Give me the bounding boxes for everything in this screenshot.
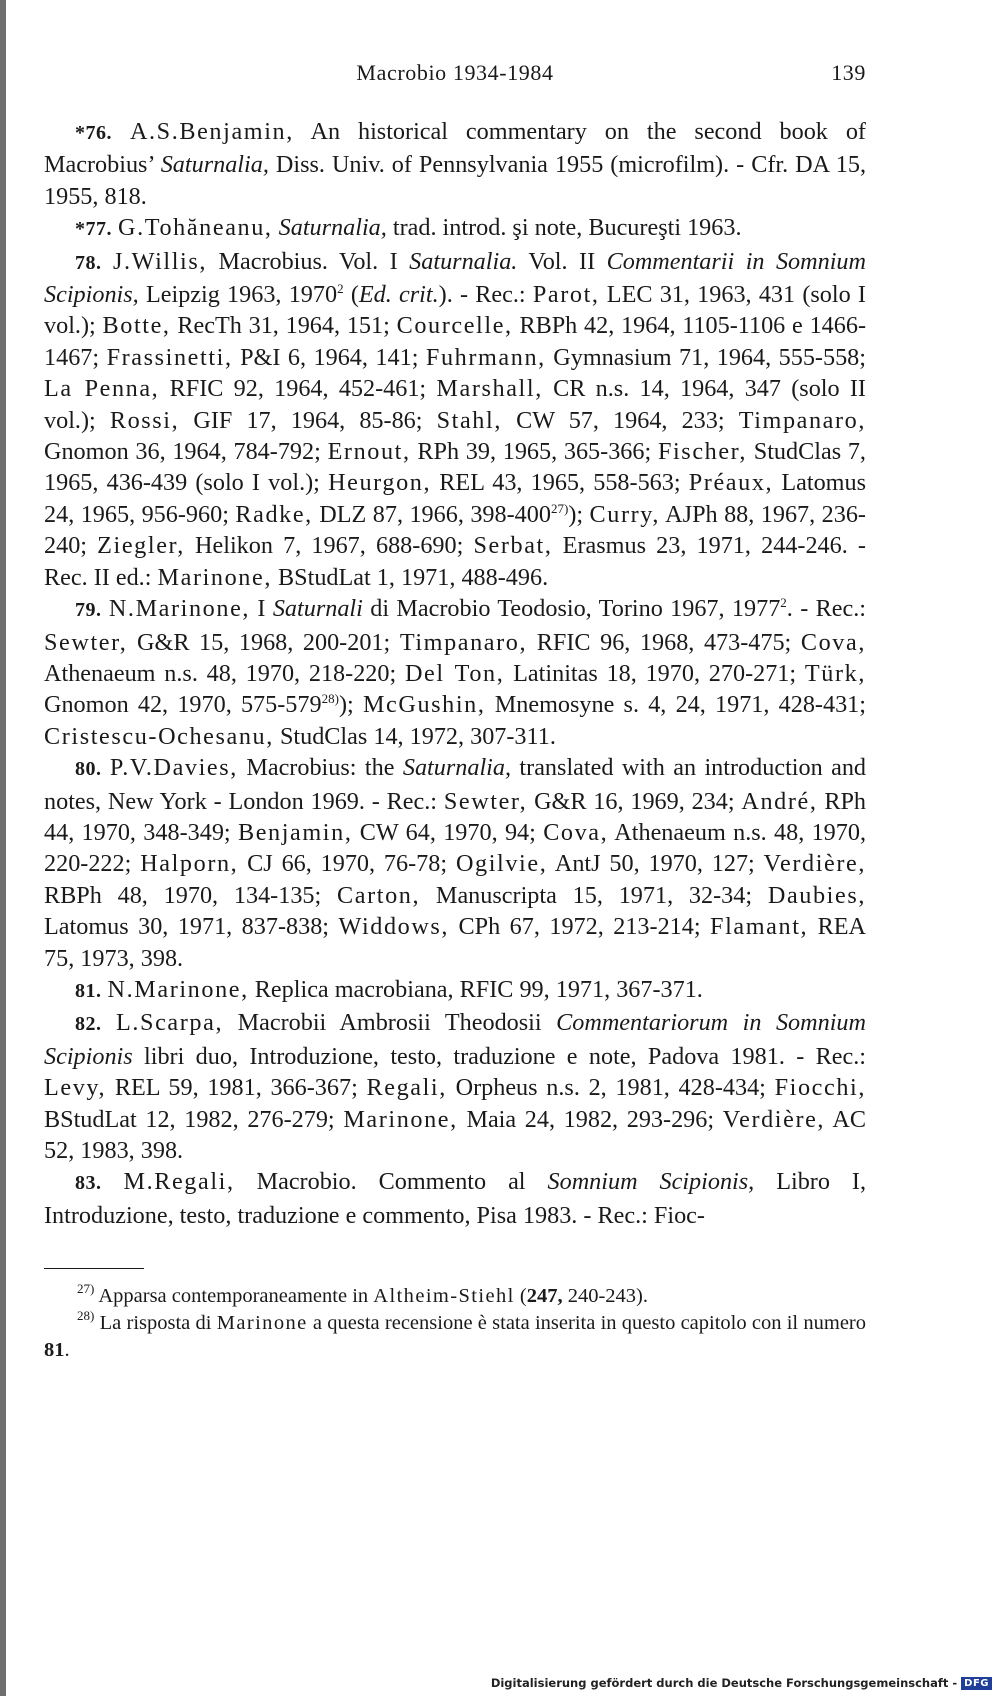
text-run: . - Rec.: [786, 595, 866, 623]
text-run: CR n.s. 14, 1964, 347 (solo II vol.); [44, 375, 866, 434]
footnote-marker: 27) [77, 1281, 95, 1297]
entry-number: 79. [75, 599, 102, 622]
page-number: 139 [831, 60, 866, 85]
reviewer-name: Cristescu-Ochesanu, [44, 722, 274, 750]
text-run: libri duo, Introduzione, testo, traduzione e note, Padova 1981. - Rec.: [132, 1042, 866, 1070]
text-run: Maia 24, 1982, 293-296; [457, 1105, 723, 1133]
text-run: Macrobius. Vol. I [207, 247, 410, 275]
scan-edge [0, 0, 6, 1696]
reviewer-name: Fiocchi, [774, 1074, 867, 1102]
reviewer-name: Timpanaro, [399, 628, 528, 656]
text-run: Diss. Univ. of Pennsylvania 1955 (microfilm). - Cfr. DA 15, 1955, 818. [44, 151, 866, 210]
reviewer-name: Halporn, [140, 850, 239, 878]
text-run: An historical commentary on the second book of Macrobius’ [44, 118, 866, 179]
text-run: Gymnasium 71, 1964, 555-558; [545, 343, 866, 371]
reviewer-name: Parot, [532, 281, 600, 309]
text-run: translated with an introduction and notes, New York - London 1969. - Rec.: [44, 754, 867, 815]
text-run: RPh 39, 1965, 365-366; [410, 438, 658, 466]
digitization-footer [491, 1676, 992, 1690]
bibliography-entries [44, 116, 866, 1231]
text-run: Athenaeum n.s. 48, 1970, 220-222; [44, 818, 866, 878]
reviewer-name: Cova, [800, 628, 866, 656]
bibliography-entry [44, 246, 866, 593]
text-run: Latomus 24, 1965, 956-960; [44, 469, 866, 528]
text-run: ); [568, 500, 590, 528]
reviewer-name: McGushin, [362, 691, 486, 719]
entry-author: A.S.Benjamin, [129, 118, 294, 145]
reviewer-name: Frassinetti, [106, 343, 233, 371]
reviewer-name: Marshall, [436, 375, 543, 403]
text-run: RFIC 96, 1968, 473-475; [527, 628, 801, 656]
superscript: 27) [550, 500, 569, 516]
text-run: 240-243). [562, 1285, 648, 1308]
italic-title: Saturnalia, [402, 754, 512, 782]
reviewer-name: Cova, [543, 818, 609, 846]
reviewer-name: Türk, [804, 659, 866, 687]
reviewer-name: André, [741, 787, 818, 815]
text-run: ( [514, 1285, 527, 1308]
reviewer-name: Timpanaro, [738, 406, 867, 434]
bibliography-entry [44, 1007, 866, 1166]
text-run: Gnomon 42, 1970, 575-579 [44, 691, 322, 719]
text-run: Leipzig 1963, 1970 [138, 281, 338, 309]
text-run: Orpheus n.s. 2, 1981, 428-434; [446, 1074, 775, 1102]
entry-number: 78. [75, 251, 102, 274]
entry-author: J.Willis, [112, 247, 208, 275]
text-run: trad. introd. şi note, Bucureşti 1963. [386, 214, 742, 242]
text-run: I [250, 595, 273, 623]
text-run: GIF 17, 1964, 85-86; [179, 406, 437, 434]
entry-author: N.Marinone, [107, 975, 249, 1003]
footnote [44, 1283, 866, 1310]
text-run: Athenaeum n.s. 48, 1970, 218-220; [44, 659, 405, 687]
text-run: REL 43, 1965, 558-563; [431, 469, 689, 497]
entry-author: M.Regali, [123, 1168, 235, 1196]
text-run: LEC 31, 1963, 431 (solo I vol.); [44, 281, 866, 340]
text-run: CPh 67, 1972, 213-214; [449, 913, 711, 941]
italic-title: Saturnalia, [160, 151, 269, 179]
italic-title: Saturnali [272, 595, 363, 623]
reviewer-name: Regali, [366, 1074, 447, 1102]
text-run: Erasmus 23, 1971, 244-246. - Rec. II ed.: [44, 532, 866, 591]
italic-title: Ed. crit. [358, 281, 439, 309]
text-run: di Macrobio Teodosio, Torino 1967, 1977 [362, 595, 781, 623]
italic-title: Commentarii in Somnium Scipionis, [44, 247, 866, 309]
text-run: REL 59, 1981, 366-367; [106, 1074, 367, 1102]
text-run: G&R 15, 1968, 200-201; [127, 628, 400, 656]
text-run: BStudLat 1, 1971, 488-496. [271, 563, 549, 591]
text-run: ); [338, 691, 363, 719]
text-run: Macrobii Ambrosii Theodosii [223, 1009, 557, 1037]
superscript: 2 [337, 281, 344, 297]
reviewer-name: Curry, [589, 500, 661, 528]
text-run: Gnomon 36, 1964, 784-792; [44, 438, 328, 466]
bibliography-entry [44, 1166, 866, 1231]
text-run: Libro I, Introduzione, testo, traduzione e commento, Pisa 1983. - Rec.: Fioc- [44, 1168, 866, 1229]
running-head [44, 60, 866, 96]
text-run: RFIC 92, 1964, 452-461; [159, 375, 437, 403]
text-run: RPh 44, 1970, 348-349; [44, 787, 866, 846]
text-run: Manuscripta 15, 1971, 32-34; [420, 881, 768, 909]
reviewer-name: Radke, [235, 500, 313, 528]
document-page [44, 60, 866, 1364]
text-run: Mnemosyne s. 4, 24, 1971, 428-431; [485, 691, 866, 719]
entry-author: G.Tohăneanu, [118, 214, 273, 242]
text-run: Macrobio. Commento al [234, 1168, 548, 1196]
superscript: 2 [780, 595, 787, 611]
text-run: Latomus 30, 1971, 837-838; [44, 913, 339, 941]
text-run: StudClas 14, 1972, 307-311. [273, 722, 556, 750]
text-run: RecTh 31, 1964, 151; [170, 312, 397, 340]
entry-number: 83. [75, 1172, 102, 1195]
reviewer-name: Fischer, [657, 438, 748, 466]
entry-author: L.Scarpa, [116, 1009, 224, 1037]
reviewer-name: Levy, [44, 1074, 107, 1102]
reviewer-name: Rossi, [109, 406, 180, 434]
superscript: 28) [321, 691, 339, 707]
reviewer-name: Verdière, [722, 1105, 826, 1133]
text-run: Latinitas 18, 1970, 270-271; [504, 659, 805, 687]
reviewer-name: Sewter, [44, 628, 128, 656]
dfg-logo: DFG [961, 1677, 992, 1690]
reviewer-name: Daubies, [767, 881, 866, 909]
italic-title: Somnium Scipionis, [547, 1168, 755, 1196]
reviewer-name: Serbat, [473, 532, 553, 560]
reviewer-name: Ogilvie, [455, 850, 548, 878]
text-run: CJ 66, 1970, 76-78; [238, 850, 456, 878]
bibliography-entry [44, 593, 866, 752]
text-run: AntJ 50, 1970, 127; [547, 850, 764, 878]
reviewer-name: Carton, [337, 881, 421, 909]
reviewer-name: Préaux, [688, 469, 774, 497]
reviewer-name: Ernout, [327, 438, 411, 466]
text-run: BStudLat 12, 1982, 276-279; [44, 1105, 344, 1133]
running-title: Macrobio 1934-1984 [356, 60, 554, 85]
text-run: REA 75, 1973, 398. [44, 913, 867, 972]
text-run: La risposta di [94, 1312, 217, 1335]
reviewer-name: Fuhrmann, [425, 343, 546, 371]
bibliography-entry [44, 752, 866, 974]
italic-title: Commentariorum in Somnium Scipionis [44, 1009, 866, 1070]
reviewer-name: Heurgon, [328, 469, 432, 497]
bibliography-entry [44, 974, 866, 1007]
text-run: AC 52, 1983, 398. [44, 1105, 867, 1164]
reviewer-name: Ziegler, [97, 532, 185, 560]
entry-author: P.V.Davies, [109, 754, 238, 782]
entry-number: 80. [75, 758, 102, 781]
footnote-rule [44, 1268, 144, 1269]
bibliography-entry [44, 116, 866, 212]
reviewer-name: Benjamin, [237, 818, 353, 846]
bibliography-entry [44, 212, 866, 245]
reviewer-name: Sewter, [443, 787, 528, 815]
text-run: a questa recensione è stata inserita in questo capitolo con il numero [307, 1312, 867, 1335]
text-run: AJPh 88, 1967, 236-240; [44, 500, 866, 560]
entry-number: *76. [75, 122, 112, 144]
text-run: G&R 16, 1969, 234; [527, 787, 742, 815]
text-run: RBPh 42, 1964, 1105-1106 e 1466-1467; [44, 312, 866, 371]
text-run: Macrobius: the [237, 754, 403, 782]
reviewer-name: Flamant, [710, 913, 809, 941]
entry-author: N.Marinone, [108, 595, 251, 623]
reviewer-name: Botte, [102, 312, 171, 340]
bold-reference: 81 [44, 1339, 65, 1362]
footnote [44, 1310, 866, 1364]
reviewer-name: Courcelle, [396, 312, 513, 340]
text-run: CW 57, 1964, 233; [501, 406, 739, 434]
reviewer-name: Del Ton, [404, 659, 505, 687]
reviewer-name: La Penna, [44, 375, 160, 403]
reviewer-name: Verdière, [763, 850, 866, 878]
footnote-marker: 28) [77, 1308, 95, 1324]
entry-number: 81. [75, 979, 102, 1002]
reviewer-name: Marinone, [343, 1105, 458, 1133]
text-run: StudClas 7, 1965, 436-439 (solo I vol.); [44, 438, 866, 497]
text-run: P&I 6, 1964, 141; [232, 343, 426, 371]
text-run: RBPh 48, 1970, 134-135; [44, 881, 338, 909]
reviewer-name: Widdows, [338, 913, 450, 941]
text-run: Vol. II [517, 247, 607, 275]
text-run: DLZ 87, 1966, 398-400 [312, 500, 551, 528]
text-run: Helikon 7, 1967, 688-690; [184, 532, 474, 560]
text-run: Apparsa contemporaneamente in [94, 1285, 374, 1308]
reviewer-name: Marinone, [157, 563, 272, 591]
reviewer-name: Stahl, [436, 406, 502, 434]
italic-title: Saturnalia, [278, 214, 387, 242]
italic-title: Saturnalia. [409, 247, 518, 275]
text-run: Replica macrobiana, RFIC 99, 1971, 367-371. [248, 975, 703, 1003]
text-run: . [64, 1339, 70, 1362]
entry-number: 82. [75, 1013, 102, 1036]
reviewer-name: Marinone [216, 1312, 308, 1335]
digitization-note: Digitalisierung gefördert durch die Deutsche Forschungsgemeinschaft - [490, 1676, 958, 1690]
bold-reference: 247, [526, 1285, 563, 1308]
footnotes [44, 1283, 866, 1364]
entry-number: *77. [75, 218, 112, 241]
text-run: CW 64, 1970, 94; [352, 818, 544, 846]
reviewer-name: Altheim-Stiehl [373, 1285, 515, 1308]
text-run: ( [343, 281, 359, 309]
text-run: ). - Rec.: [438, 281, 533, 309]
